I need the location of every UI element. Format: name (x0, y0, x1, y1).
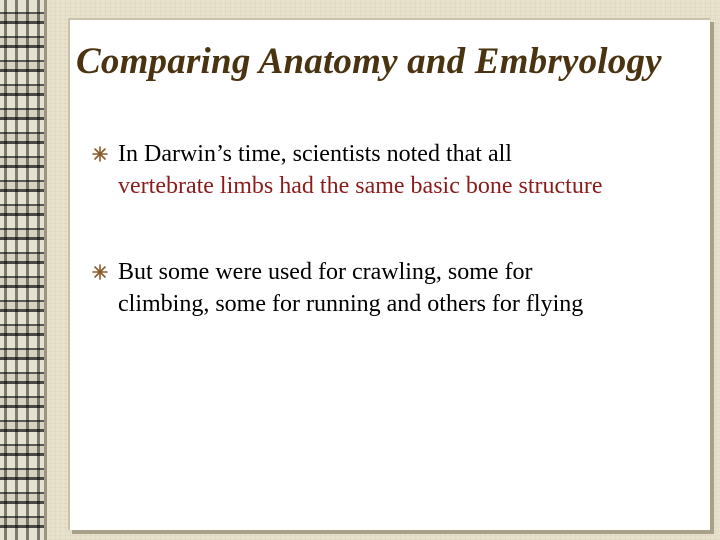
bullet-2-line-1: But some were used for crawling, some for (118, 259, 533, 285)
decorative-left-border (0, 0, 44, 540)
bullet-list (92, 138, 692, 320)
bullet-item-1 (92, 138, 692, 202)
sparkle-bullet-icon (92, 146, 108, 162)
left-border-divider (44, 0, 47, 540)
sparkle-bullet-icon (92, 264, 108, 280)
bullet-item-2 (92, 256, 692, 320)
slide-title: Comparing Anatomy and Embryology (76, 41, 662, 82)
bullet-2-line-2: climbing, some for running and others for flying (118, 291, 584, 317)
bullet-1-line-2: vertebrate limbs had the same basic bone structure (118, 173, 603, 199)
bullet-1-line-1: In Darwin’s time, scientists noted that all (118, 141, 512, 167)
